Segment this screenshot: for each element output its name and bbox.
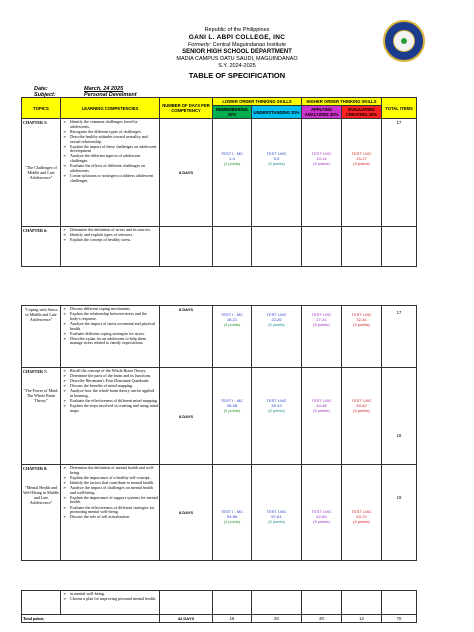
total-items-cell: 19: [382, 465, 417, 561]
test-label: TEST I-MC: [311, 312, 332, 317]
list-item: ➢ Discuss different coping mechanism.: [70, 307, 158, 312]
understanding-cell: [252, 591, 302, 615]
header-days: NUMBER OF DAYS PER COMPETENCY: [160, 98, 213, 119]
list-item: ➢ Choose a plan for improving personal mental health.: [70, 597, 158, 602]
list-item: ➢ Determine the definition of stress and its sources.: [70, 228, 158, 233]
total-items-cell: 18: [382, 368, 417, 465]
list-item: ➢ Describe Herrmann's Four Dominant Quadrants: [70, 379, 158, 384]
total-items-cell: 17: [382, 119, 417, 227]
total-items: 70: [382, 615, 417, 623]
list-item: ➢ Analyze the different aspects of adolescent challenges.: [70, 154, 158, 163]
list-item: ➢ Explain the importance of a healthy self-concept.: [70, 476, 158, 481]
test-label: TEST I-MC: [266, 151, 287, 156]
college-seal-logo: [383, 20, 425, 62]
test-points: (5 points): [268, 161, 285, 166]
test-points: (4 points): [353, 519, 370, 524]
department-name: SENIOR HIGH SCHOOL DEPARTMENT: [182, 49, 292, 55]
test-label: TEST I-MC: [351, 151, 372, 156]
test-label: TEST I - MC: [220, 509, 244, 514]
test-points: (3 points): [353, 322, 370, 327]
days-cell: 8 DAYS: [160, 465, 213, 561]
table-row-chapter-7: [22, 368, 417, 465]
test-items: 27-31: [316, 317, 327, 322]
total-items-cell: [382, 227, 417, 267]
list-item: ➢ Identify the factors that contribute to mental health.: [70, 481, 158, 486]
test-items: 15-17: [356, 156, 367, 161]
test-points: (4 points): [223, 519, 241, 524]
evaluating-cell: [342, 591, 382, 615]
test-label: TEST I-MC: [351, 312, 372, 317]
chapter-label: CHAPTER 8:: [23, 466, 48, 471]
list-item: ➢ in mental well-being.: [70, 592, 158, 597]
competencies-cell: [61, 119, 160, 227]
total-items-cell: [382, 591, 417, 615]
header-understanding: UNDERSTANDING 30%: [252, 106, 302, 119]
list-item: ➢ Recognize the different types of challenges.: [70, 130, 158, 135]
test-points: (5 points): [313, 408, 330, 413]
topic-title: "The Power of Mind: The Whole Brain Theory": [23, 388, 59, 403]
topic-cell: [22, 368, 61, 465]
list-item: ➢ Evaluate the effectiveness of different strategies for promoting mental well-being.: [70, 506, 158, 515]
applying-cell: [302, 591, 342, 615]
total-items-cell: 17: [382, 306, 417, 368]
total-applying: 20: [302, 615, 342, 623]
applying-cell: [302, 227, 342, 267]
campus-line: MADIA CAMPUS DATU SAUDI, MAGUINDANAO: [176, 56, 298, 62]
header-lower-order: LOWER ORDER THINKING SKILLS: [213, 98, 302, 106]
list-item: ➢ Recall the concept of the Whole Brain Theory.: [70, 369, 158, 374]
test-items: 49-52: [356, 403, 367, 408]
understanding-cell: [252, 465, 302, 561]
list-item: ➢ Analyze how the whole brain theory can be applied in learning.: [70, 389, 158, 398]
applying-cell: [302, 306, 342, 368]
test-label: TEST I-MC: [266, 398, 287, 403]
competencies-cell: [61, 227, 160, 267]
test-label: TEST I-MC: [351, 398, 372, 403]
republic-line: Republic of the Philippines: [204, 27, 270, 33]
applying-cell: [302, 119, 342, 227]
specification-table: [21, 97, 417, 267]
total-days: 32 DAYS: [160, 615, 213, 623]
list-item: ➢ Explain the steps involved in creating and using mind maps.: [70, 404, 158, 413]
list-item: ➢ Evaluate the effectiveness of different mind mapping.: [70, 399, 158, 404]
list-item: ➢ Analyze the impact of challenges on mental health and well-being.: [70, 486, 158, 495]
topic-title: "Mental Health and Well-Being in Middle and Late Adolescence": [23, 485, 59, 505]
test-label: TEST I-MC: [266, 312, 287, 317]
evaluating-cell: [342, 306, 382, 368]
test-items: 5-9: [273, 156, 280, 161]
test-points: (5 points): [268, 408, 285, 413]
specification-table-final: [21, 590, 417, 623]
understanding-cell: [252, 227, 302, 267]
topic-cell: [22, 591, 61, 615]
college-name: GANI L. ABPI COLLEGE, INC: [188, 34, 286, 41]
test-points: (5 points): [313, 161, 330, 166]
test-items: 53-56: [226, 514, 238, 519]
remembering-cell: [213, 227, 252, 267]
topic-cell: [22, 306, 61, 368]
test-points: (4 points): [223, 408, 241, 413]
total-points-label: Total points: [22, 615, 160, 623]
test-items: 44-48: [316, 403, 327, 408]
days-cell: 8 DAYS: [160, 306, 213, 368]
date-label: Date:: [34, 86, 48, 92]
list-item: ➢ Discuss the role of self actualization: [70, 515, 158, 520]
understanding-cell: [252, 368, 302, 465]
table-row-totals: [22, 615, 417, 623]
header-applying: APPLYING ANALYZING 30%: [302, 106, 342, 119]
list-item: ➢ Identify the common challenges faced by adolescents.: [70, 120, 158, 129]
total-understanding: 20: [252, 615, 302, 623]
table-row-chapter-6: [22, 227, 417, 267]
test-label: TEST I - MC: [220, 151, 244, 156]
formerly-value: Central Maguindanao Institute: [211, 42, 287, 48]
chapter-label: CHAPTER 7:: [23, 369, 48, 374]
applying-cell: [302, 465, 342, 561]
test-label: TEST I-MC: [351, 509, 372, 514]
test-items: 22-26: [271, 317, 282, 322]
topic-title: "Coping with Stress in Middle and Late Adolescence": [24, 307, 58, 322]
understanding-cell: [252, 306, 302, 368]
list-item: ➢ Analyze the impact of stress on mental and physical health.: [70, 322, 158, 331]
list-item: ➢ Create solutions or strategies to address adolescent challenges.: [70, 174, 158, 183]
test-items: 35-38: [226, 403, 238, 408]
chapter-label: CHAPTER 5:: [23, 120, 48, 125]
test-label: TEST I-MC: [311, 509, 332, 514]
test-items: 63-70: [356, 514, 367, 519]
header-evaluating: EVALUATING CREATING 20%: [342, 106, 382, 119]
date-value: March, 24 2025: [84, 86, 124, 92]
test-label: TEST I - MC: [220, 398, 244, 403]
subject-label: Subject:: [34, 92, 56, 98]
list-item: ➢ Explain the relationship between stress and the body's response.: [70, 312, 158, 321]
evaluating-cell: [342, 465, 382, 561]
header-competencies: LEARNING COMPETENCIES: [61, 98, 160, 119]
header-higher-order: HIGHER ORDER THINKING SKILLS: [302, 98, 382, 106]
list-item: ➢ Identify and explain types of stressors.: [70, 233, 158, 238]
topic-cell: [22, 119, 61, 227]
test-points: (4 points): [223, 322, 241, 327]
page-title: TABLE OF SPECIFICATION: [188, 71, 286, 80]
test-points: (5 points): [268, 519, 285, 524]
table-row-chapter-5: [22, 119, 417, 227]
test-items: 1-4: [229, 156, 235, 161]
list-item: ➢ Explain the importance of support systems for mental health.: [70, 496, 158, 505]
understanding-cell: [252, 119, 302, 227]
test-points: (5 points): [313, 519, 330, 524]
total-remembering: 16: [213, 615, 252, 623]
test-items: 62-66: [316, 514, 327, 519]
days-cell: 8 DAYS: [160, 368, 213, 465]
competencies-cell: [61, 368, 160, 465]
remembering-cell: [213, 368, 252, 465]
applying-cell: [302, 368, 342, 465]
days-cell: [160, 227, 213, 267]
list-item: ➢ Evaluate the effects of different challenges on adolescents.: [70, 164, 158, 173]
competencies-cell: [61, 591, 160, 615]
total-evaluating: 14: [342, 615, 382, 623]
topic-title: "The Challenges of Middle and Late Adolescence": [25, 165, 57, 180]
competencies-cell: [61, 465, 160, 561]
remembering-cell: [213, 119, 252, 227]
table-row-chapter-8-continued: [22, 591, 417, 615]
header-remembering: REMEMBERING 20%: [213, 106, 252, 119]
test-label: TEST I-MC: [266, 509, 287, 514]
list-item: ➢ Describe healthy attitudes toward sexuality and sexual relationship.: [70, 135, 158, 144]
test-items: 39-43: [271, 403, 282, 408]
list-item: ➢ Determine the definition of mental health and well-being.: [70, 466, 158, 475]
test-items: 32-34: [356, 317, 367, 322]
remembering-cell: [213, 465, 252, 561]
table-row-chapter-8: [22, 465, 417, 561]
evaluating-cell: [342, 119, 382, 227]
test-items: 57-61: [271, 514, 282, 519]
subject-value: Personal Develment: [84, 92, 137, 98]
header-total-items: TOTAL ITEMS: [382, 98, 417, 119]
list-item: ➢ Evaluate different coping strategies for stress.: [70, 332, 158, 337]
test-label: TEST I-MC: [311, 398, 332, 403]
formerly-label: Formerly:: [187, 42, 212, 48]
test-points: (5 points): [268, 322, 285, 327]
list-item: ➢ Describe a plan for an adolescent to help them manage stress related to family expectations.: [70, 337, 158, 346]
specification-table-continued: [21, 305, 417, 561]
test-points: (5 points): [313, 322, 330, 327]
chapter-label: CHAPTER 6:: [23, 228, 48, 233]
test-items: 10-14: [316, 156, 327, 161]
list-item: ➢ Discuss the benefits of mind mapping.: [70, 384, 158, 389]
remembering-cell: [213, 591, 252, 615]
list-item: ➢ Explain the impact of these challenges on adolescent development: [70, 145, 158, 154]
competencies-cell: [61, 306, 160, 368]
table-row-chapter-6-continued: [22, 306, 417, 368]
remembering-cell: [213, 306, 252, 368]
test-items: 18-21: [226, 317, 238, 322]
test-label: TEST I-MC: [311, 151, 332, 156]
topic-cell: [22, 465, 61, 561]
test-points: (4 points): [223, 161, 241, 166]
days-cell: 8 DAYS: [160, 119, 213, 227]
evaluating-cell: [342, 227, 382, 267]
topic-cell: [22, 227, 61, 267]
test-points: (3 points): [353, 161, 370, 166]
test-points: (4 points): [353, 408, 370, 413]
list-item: ➢ Determine the parts of the brain and its functions.: [70, 374, 158, 379]
evaluating-cell: [342, 368, 382, 465]
test-label: TEST I - MC: [220, 312, 244, 317]
header-topics: TOPICS: [22, 98, 61, 119]
school-year: S.Y. 2024-2025: [218, 63, 256, 69]
days-cell: [160, 591, 213, 615]
list-item: ➢ Explain the concept of healthy stress.: [70, 238, 158, 243]
